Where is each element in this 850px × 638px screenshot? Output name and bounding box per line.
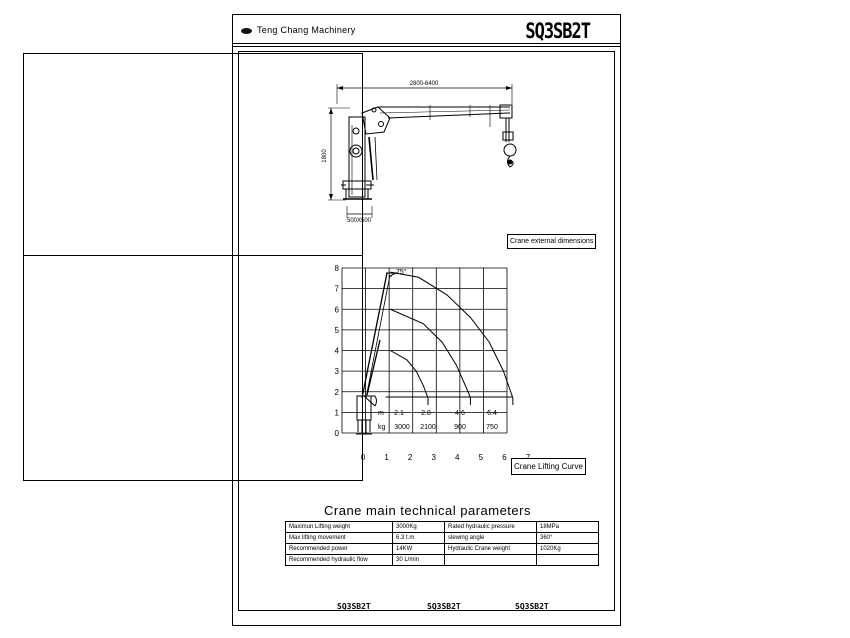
company-name: Teng Chang Machinery [257, 25, 356, 35]
y-tick-label: 4 [334, 346, 339, 356]
x-tick-label: 3 [431, 453, 436, 462]
params-cell: Maximun Lifting weight [286, 522, 393, 533]
radius-value: 6.4 [487, 410, 497, 417]
params-cell: Recommended power [286, 544, 393, 555]
dimensions-caption: Crane external dimensions [507, 234, 596, 249]
chart-tick-labels [335, 264, 531, 462]
y-tick-label: 2 [334, 387, 339, 397]
params-cell: 360° [537, 533, 599, 544]
lifting-curve-2 [390, 272, 513, 398]
base-dimension-label: 500X500 [346, 218, 372, 224]
y-tick-label: 5 [334, 325, 339, 335]
params-cell: 6.3 t.m [393, 533, 445, 544]
radius-value: 2.8 [421, 410, 431, 417]
chart-curves [386, 272, 513, 405]
params-cell: 1020Kg [537, 544, 599, 555]
radius-value: 4.6 [455, 410, 465, 417]
reach-dimension-label: 2800-6400 [409, 81, 439, 87]
lifting-curve-1 [390, 309, 470, 398]
y-tick-label: 7 [334, 284, 339, 294]
crane-silhouette-drawing [356, 273, 398, 434]
y-tick-label: 0 [334, 429, 339, 438]
load-value: 2100 [420, 424, 436, 431]
load-value: 900 [454, 424, 466, 431]
x-tick-label: 0 [360, 453, 366, 462]
chart-title: Crane Lifting Curve [511, 458, 586, 475]
boom-angle-label: 75° [396, 269, 407, 276]
x-tick-label: 6 [502, 453, 507, 462]
y-tick-label: 1 [334, 408, 339, 418]
y-tick-label: 6 [334, 305, 339, 315]
params-cell: 30 L/min [393, 555, 445, 566]
x-tick-label: 2 [407, 453, 413, 462]
model-number: SQ3SB2T [525, 19, 590, 44]
params-title: Crane main technical parameters [324, 503, 531, 518]
load-value: 3000 [394, 424, 410, 431]
params-cell: Hydraulic Crane weight [445, 544, 537, 555]
radius-value: 2.1 [394, 410, 404, 417]
params-cell: 3000Kg [393, 522, 445, 533]
load-unit-label: kg [378, 424, 386, 431]
radius-unit-label: m [378, 410, 384, 417]
params-cell: Recommended hydraulic flow [286, 555, 393, 566]
params-cell: 14KW [393, 544, 445, 555]
y-tick-label: 3 [334, 367, 339, 377]
x-tick-label: 1 [384, 453, 389, 462]
load-value: 750 [486, 424, 498, 431]
lifting-curve-0 [390, 351, 428, 398]
chart-grid [342, 268, 507, 433]
footer-model-2: SQ3SB2T [427, 602, 461, 611]
x-tick-label: 5 [478, 453, 484, 462]
footer-model-1: SQ3SB2T [337, 602, 371, 611]
crane-elevation-drawing [328, 84, 516, 218]
params-cell: Rated hydraulic pressure [445, 522, 537, 533]
y-tick-label: 8 [334, 264, 339, 273]
params-cell: Max lifting movement [286, 533, 393, 544]
load-table [378, 410, 498, 431]
x-tick-label: 4 [455, 453, 460, 462]
footer-model-3: SQ3SB2T [515, 602, 549, 611]
height-dimension-label: 1800 [322, 149, 328, 163]
params-cell: 18MPa [537, 522, 599, 533]
params-cell: slewing angle [445, 533, 537, 544]
